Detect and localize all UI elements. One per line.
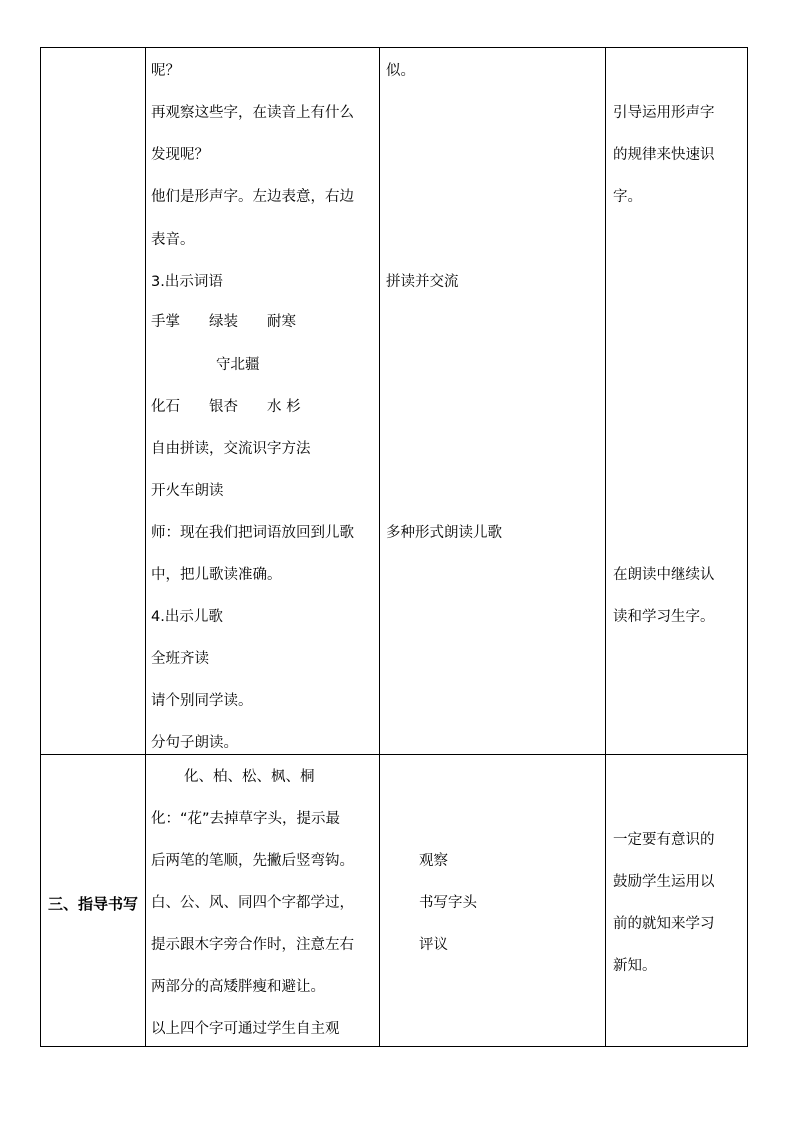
row1-intent-line: 读和学习生字。 (613, 609, 715, 625)
row1-intent-line: 字。 (613, 189, 642, 205)
row2-teacher-line: 两部分的高矮胖瘦和避让。 (151, 979, 325, 995)
row2-intent-line: 前的就知来学习 (613, 916, 715, 932)
row2-teacher-line: 化、柏、松、枫、桐 (184, 769, 315, 785)
row1-student-line: 多种形式朗读儿歌 (386, 525, 502, 541)
row1-teacher-line: 化石 银杏 水 杉 (151, 399, 301, 415)
row1-teacher-line: 手掌 绿装 耐寒 (151, 314, 296, 330)
row1-teacher-line: 发现呢？ (151, 147, 209, 163)
row1-teacher-line: 守北疆 (216, 357, 260, 373)
row1-teacher-line: 他们是形声字。左边表意，右边 (151, 189, 354, 205)
row2-student-line: 观察 (419, 853, 448, 869)
row1-teacher-line: 呢？ (151, 63, 180, 79)
row2-teacher-line: 化：“花”去掉草字头，提示最 (151, 811, 341, 827)
row2-intent-line: 鼓励学生运用以 (613, 874, 715, 890)
row1-teacher-line: 4.出示儿歌 (151, 609, 223, 625)
row1-teacher-line: 表音。 (151, 232, 195, 248)
row1-teacher-line: 再观察这些字，在读音上有什么 (151, 105, 354, 121)
section-title: 三、指导书写 (48, 895, 139, 913)
row2-teacher-line: 后两笔的笔顺，先撇后竖弯钩。 (151, 853, 354, 869)
row2-intent-line: 新知。 (613, 958, 657, 974)
row1-teacher-line: 中，把儿歌读准确。 (151, 567, 282, 583)
row-divider (41, 754, 747, 755)
row1-student-line: 拼读并交流 (386, 274, 459, 290)
row1-teacher-line: 自由拼读，交流识字方法 (151, 441, 311, 457)
row1-teacher-line: 分句子朗读。 (151, 735, 238, 751)
row2-teacher-line: 提示跟木字旁合作时，注意左右 (151, 937, 354, 953)
row1-student-line: 似。 (386, 63, 415, 79)
lesson-plan-table (40, 47, 748, 1047)
row1-teacher-line: 请个别同学读。 (151, 693, 253, 709)
row1-teacher-line: 3.出示词语 (151, 274, 223, 290)
column-divider (605, 48, 606, 1046)
row2-teacher-line: 白、公、风、同四个字都学过， (151, 895, 354, 911)
row1-intent-line: 的规律来快速识 (613, 147, 715, 163)
row2-student-line: 书写字头 (419, 895, 477, 911)
row1-intent-line: 在朗读中继续认 (613, 567, 715, 583)
row2-intent-line: 一定要有意识的 (613, 832, 715, 848)
row2-student-line: 评议 (419, 937, 448, 953)
row2-teacher-line: 以上四个字可通过学生自主观 (151, 1021, 340, 1037)
row1-intent-line: 引导运用形声字 (613, 105, 715, 121)
column-divider (145, 48, 146, 1046)
row1-teacher-line: 全班齐读 (151, 651, 209, 667)
row1-teacher-line: 开火车朗读 (151, 483, 224, 499)
row1-teacher-line: 师：现在我们把词语放回到儿歌 (151, 525, 354, 541)
column-divider (379, 48, 380, 1046)
